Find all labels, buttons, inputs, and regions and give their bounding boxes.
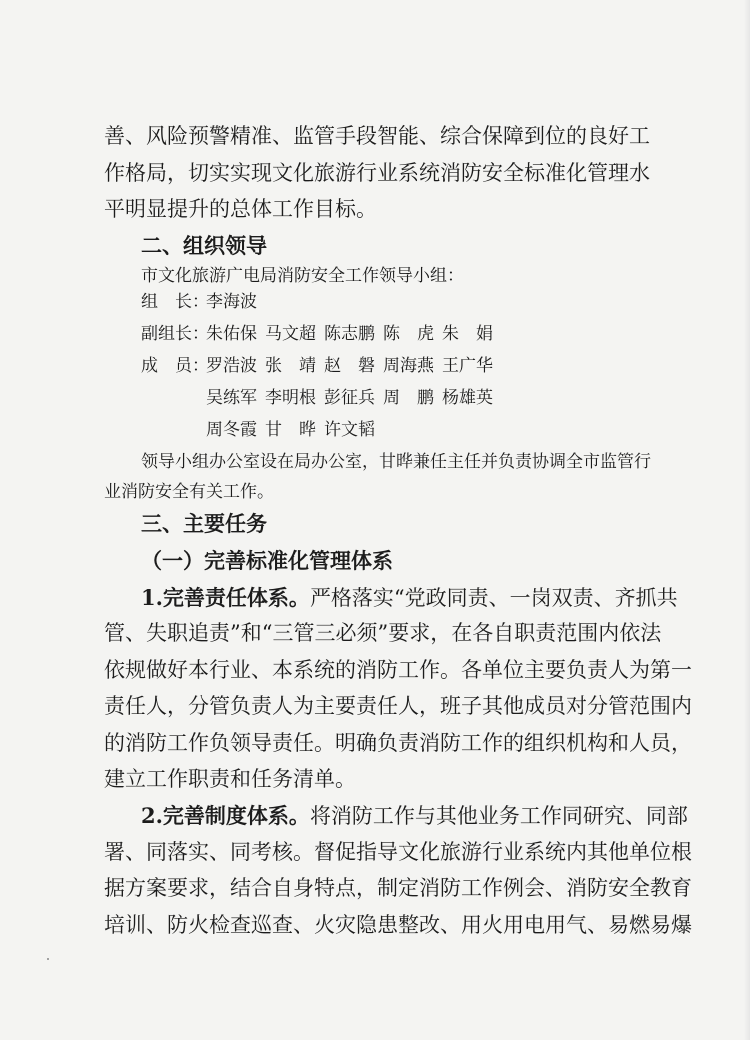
- deputy-name: 朱 娟: [442, 324, 493, 344]
- members-label: 成 员：: [141, 356, 209, 376]
- scan-speck: [47, 958, 49, 960]
- member-name: 张 靖: [265, 356, 316, 376]
- member-name: 周海燕: [383, 356, 434, 376]
- section-heading-organization: 二、组织领导: [141, 234, 267, 258]
- paragraph-line: 据方案要求，结合自身特点，制定消防工作例会、消防安全教育: [104, 876, 692, 900]
- member-name: 周冬霞: [206, 420, 257, 440]
- office-line-2: 业消防安全有关工作。: [104, 482, 274, 502]
- member-name: 罗浩波: [206, 356, 257, 376]
- deputy-name: 马文超: [265, 324, 316, 344]
- paragraph-line: [141, 587, 678, 609]
- paragraph-line: 建立工作职责和任务清单。: [104, 767, 356, 791]
- item-title: 2.完善制度体系。: [141, 803, 310, 828]
- member-name: 杨雄英: [442, 388, 493, 408]
- member-name: 吴练军: [206, 388, 257, 408]
- paragraph-line: 培训、防火检查巡查、火灾隐患整改、用火用电用气、易燃易爆: [104, 913, 692, 937]
- item-title: 1.完善责任体系。: [141, 585, 310, 610]
- deputy-name: 朱佑保: [206, 324, 257, 344]
- office-line-1: 领导小组办公室设在局办公室，甘晔兼任主任并负责协调全市监管行: [141, 452, 651, 472]
- member-name: 周 鹏: [383, 388, 434, 408]
- member-name: 李明根: [265, 388, 316, 408]
- deputy-label: 副组长：: [141, 324, 209, 344]
- member-name: 彭征兵: [324, 388, 375, 408]
- group-name: 市文化旅游广电局消防安全工作领导小组：: [141, 266, 464, 286]
- paragraph-line: 的消防工作负领导责任。明确负责消防工作的组织机构和人员，: [104, 731, 692, 755]
- intro-line-2: 作格局，切实实现文化旅游行业系统消防安全标准化管理水: [104, 161, 650, 185]
- section-heading-tasks: 三、主要任务: [141, 512, 267, 536]
- member-name: 王广华: [442, 356, 493, 376]
- page-edge: [744, 0, 750, 1040]
- leader-label: 组 长：: [141, 292, 209, 312]
- subsection-heading: （一）完善标准化管理体系: [141, 548, 393, 573]
- paragraph-line: 依规做好本行业、本系统的消防工作。各单位主要负责人为第一: [104, 658, 692, 682]
- paragraph-line: 责任人，分管负责人为主要责任人，班子其他成员对分管范围内: [104, 694, 692, 718]
- deputy-name: 陈 虎: [383, 324, 434, 344]
- intro-line-3: 平明显提升的总体工作目标。: [104, 197, 377, 221]
- leader-name: 李海波: [206, 292, 257, 312]
- item-text: 严格落实“党政同责、一岗双责、齐抓共: [309, 586, 678, 610]
- paragraph-line: 署、同落实、同考核。督促指导文化旅游行业系统内其他单位根: [104, 840, 692, 864]
- member-name: 许文韬: [324, 420, 375, 440]
- paragraph-line: 管、失职追责”和“三管三必须”要求，在各自职责范围内依法: [104, 621, 662, 645]
- member-name: 赵 磐: [324, 356, 375, 376]
- intro-line-1: 善、风险预警精准、监管手段智能、综合保障到位的良好工: [104, 124, 650, 148]
- deputy-name: 陈志鹏: [324, 324, 375, 344]
- paragraph-line: [141, 805, 688, 827]
- item-text: 将消防工作与其他业务工作同研究、同部: [309, 804, 688, 828]
- member-name: 甘 晔: [265, 420, 316, 440]
